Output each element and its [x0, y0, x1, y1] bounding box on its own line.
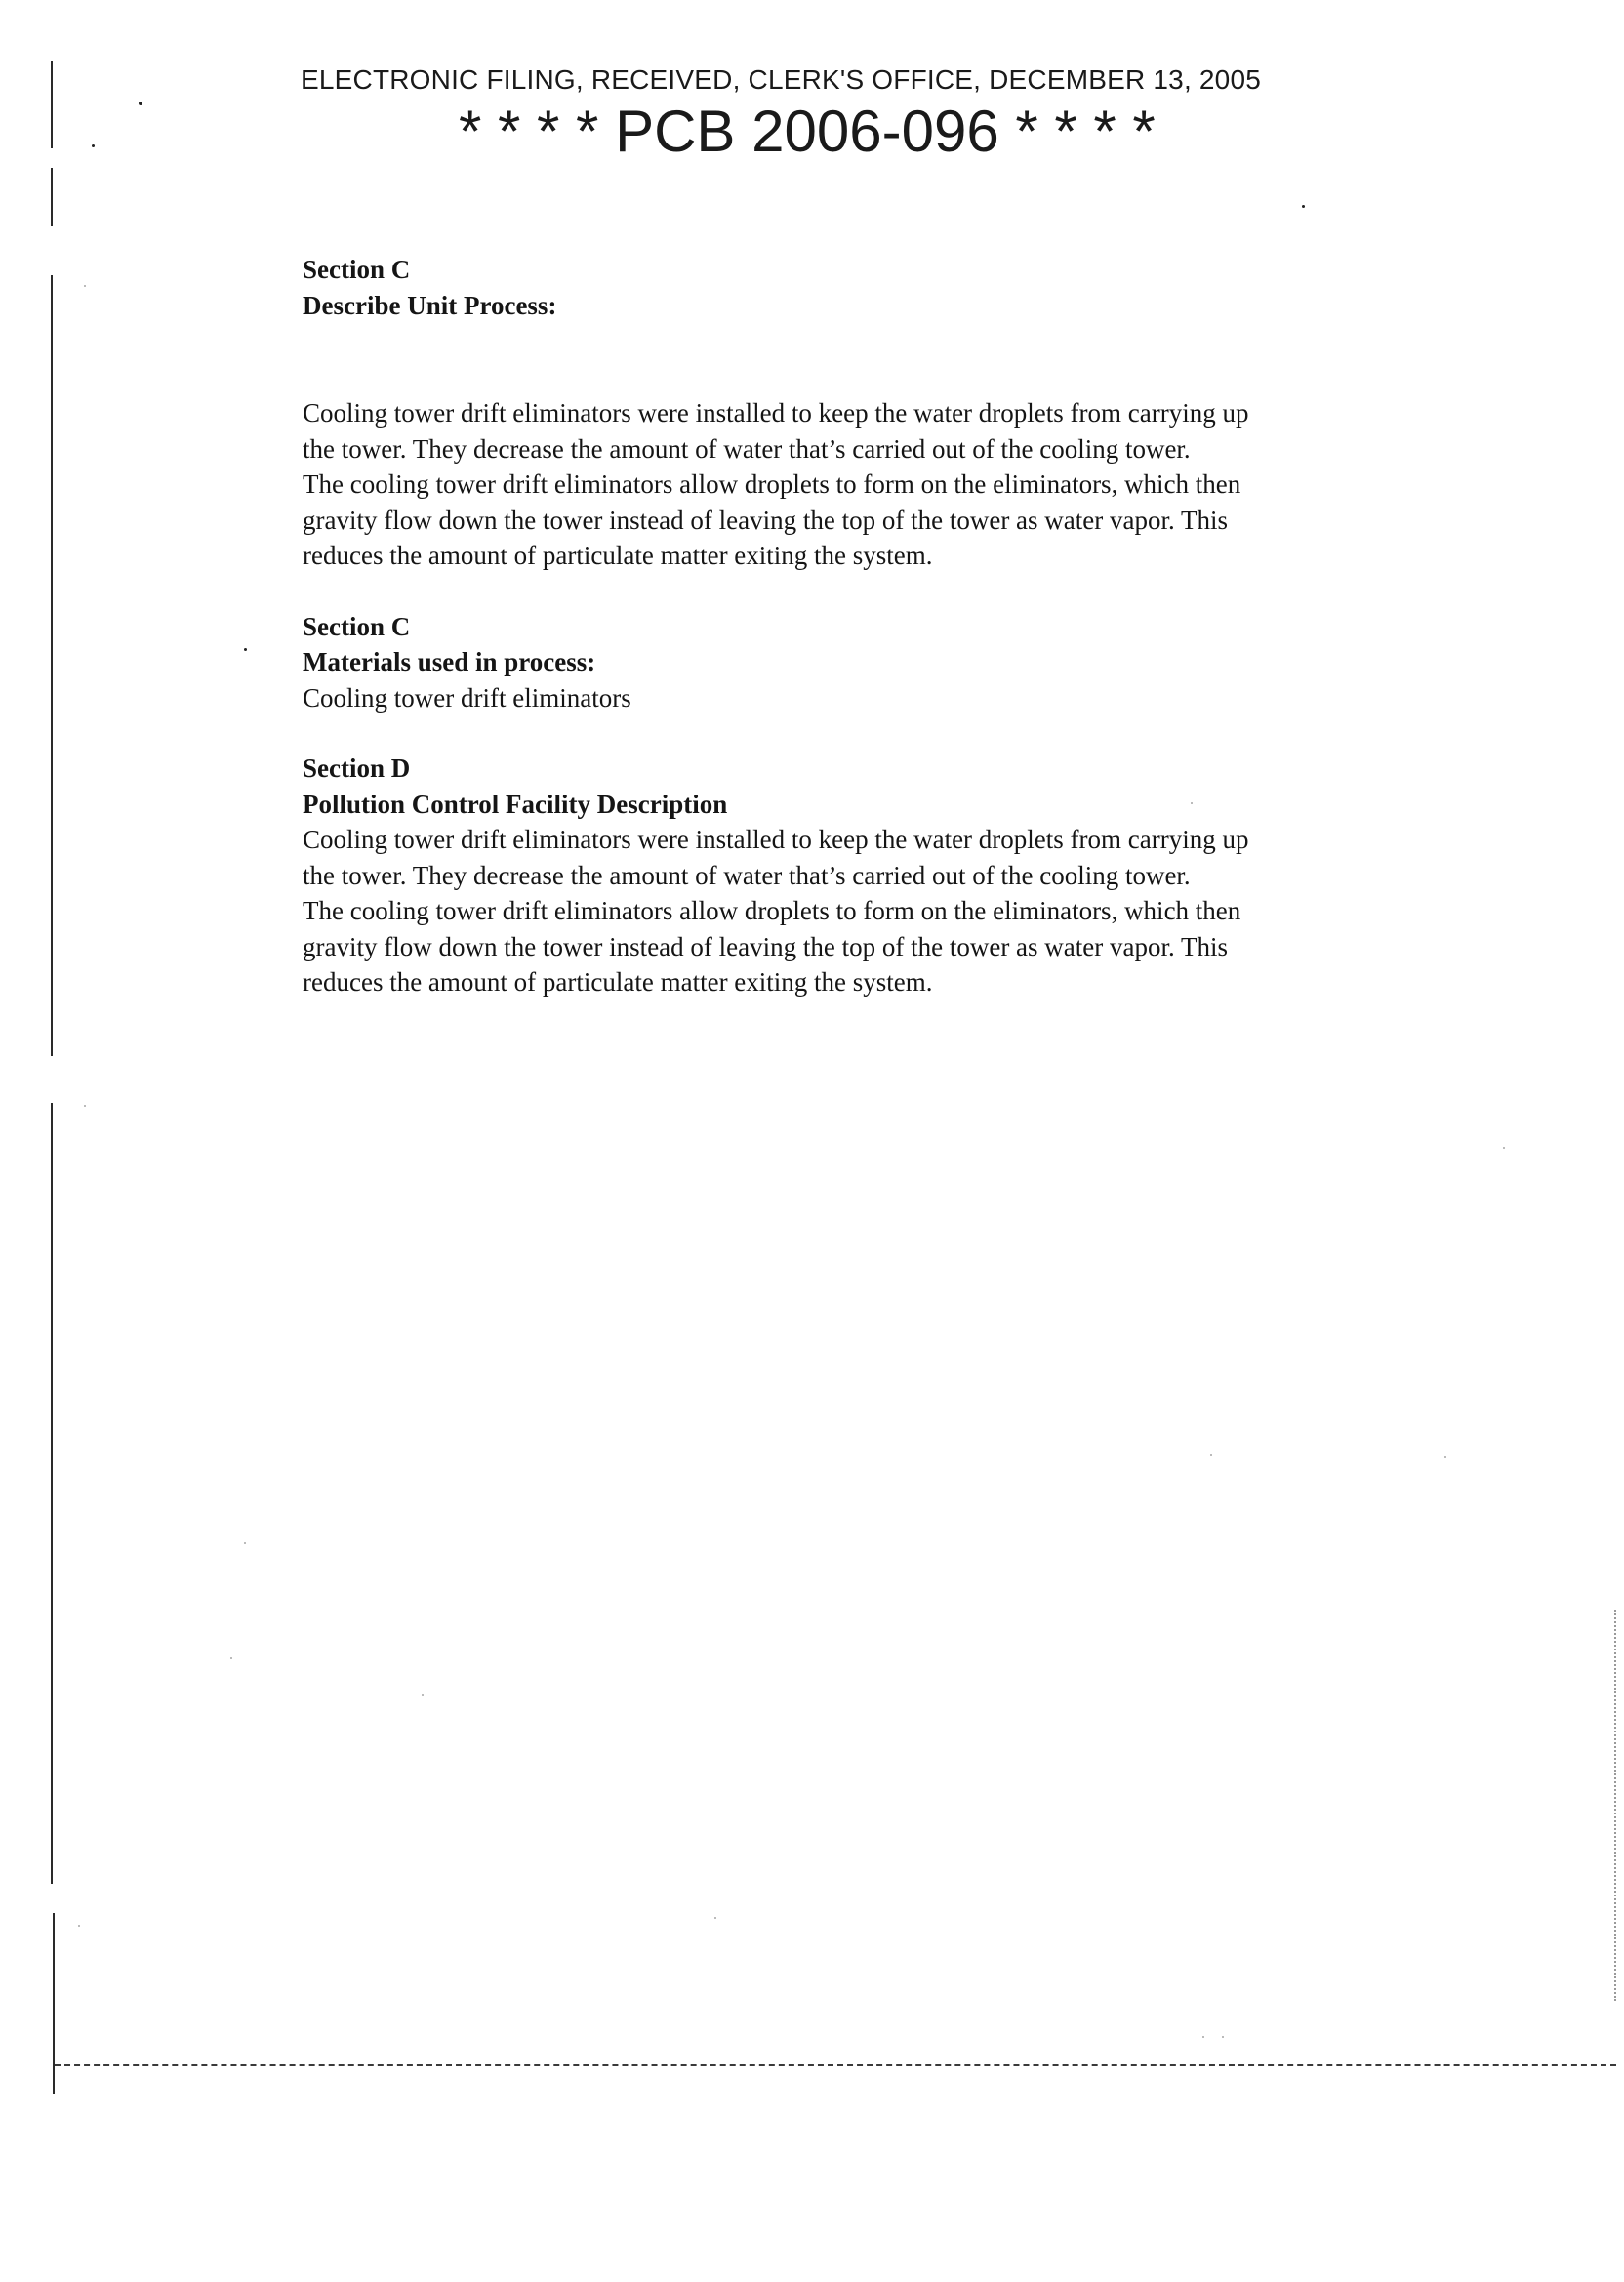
scan-speck: [244, 648, 247, 651]
scan-speck: [422, 1694, 424, 1696]
scan-edge-line: [53, 1913, 55, 2094]
paragraph-line: Cooling tower drift eliminators were installed to keep the water droplets from carrying up: [303, 398, 1249, 428]
scan-edge-line: [51, 61, 53, 148]
scan-speck: [714, 1917, 716, 1919]
section-title: Pollution Control Facility Description: [303, 789, 728, 819]
scan-speck: [230, 1657, 232, 1659]
scan-edge-line: [55, 2064, 1616, 2066]
paragraph-line: the tower. They decrease the amount of water that’s carried out of the cooling tower.: [303, 433, 1191, 464]
document-body: [303, 252, 1425, 1000]
paragraph-line: Cooling tower drift eliminators were installed to keep the water droplets from carrying up: [303, 825, 1249, 854]
scan-speck: [84, 285, 86, 287]
case-number: * * * * PCB 2006-096 * * * *: [459, 99, 1156, 164]
scan-edge-line: [51, 1103, 53, 1884]
filing-stamp: ELECTRONIC FILING, RECEIVED, CLERK'S OFFICE, DECEMBER 13, 2005: [301, 64, 1261, 95]
scan-speck: [1210, 1454, 1212, 1456]
section-label: Section D: [303, 754, 411, 783]
scan-speck: [1302, 205, 1305, 208]
section-block: [303, 252, 1425, 574]
scan-speck: [1222, 2036, 1224, 2038]
section-label: Section C: [303, 611, 411, 641]
paragraph-line: The cooling tower drift eliminators allow droplets to form on the eliminators, which then: [303, 469, 1241, 499]
scan-speck: [244, 1542, 246, 1544]
paragraph-line: gravity flow down the tower instead of leaving the top of the tower as water vapor. This: [303, 931, 1229, 961]
section-block: [303, 751, 1425, 1000]
scan-edge-dots: [1614, 1610, 1618, 2001]
paragraph-line: reduces the amount of particulate matter exiting the system.: [303, 541, 933, 570]
section-title: Materials used in process:: [303, 647, 596, 676]
scan-speck: [92, 144, 95, 147]
section-label: Section C: [303, 255, 411, 284]
section-block: [303, 609, 1425, 716]
scan-speck: [1202, 2036, 1204, 2038]
paragraph-line: reduces the amount of particulate matter exiting the system.: [303, 967, 933, 997]
scan-speck: [139, 102, 142, 105]
paragraph-line: The cooling tower drift eliminators allow droplets to form on the eliminators, which then: [303, 896, 1241, 925]
scan-speck: [1503, 1147, 1505, 1149]
scan-edge-line: [51, 168, 53, 226]
scan-edge-line: [51, 275, 53, 1056]
scan-speck: [84, 1105, 86, 1107]
scan-speck: [78, 1925, 80, 1927]
section-title: Describe Unit Process:: [303, 290, 557, 320]
paragraph-line: the tower. They decrease the amount of water that’s carried out of the cooling tower.: [303, 860, 1191, 890]
paragraph-line: gravity flow down the tower instead of leaving the top of the tower as water vapor. This: [303, 505, 1229, 535]
paragraph-line: Cooling tower drift eliminators: [303, 682, 631, 713]
scan-speck: [1444, 1456, 1446, 1458]
